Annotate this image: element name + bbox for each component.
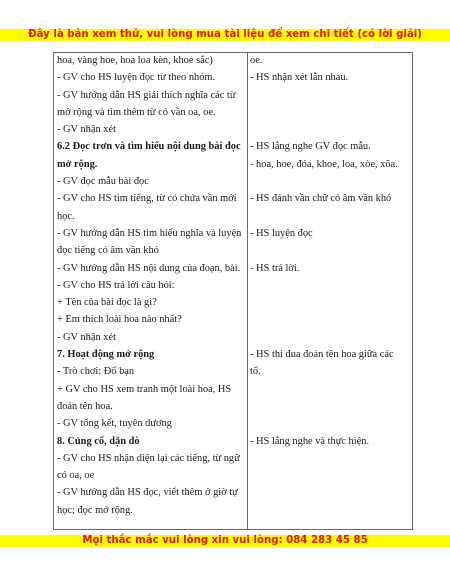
student-activity-line [250,415,410,432]
student-activity-line [250,121,410,138]
student-activity-line [250,398,410,415]
teacher-activity-line: đoán tên hoa. [57,400,113,412]
teacher-activity-line: - GV hướng dẫn HS giải thích nghĩa các từ [57,89,236,101]
teacher-activity-line: + Em thích loài hoa nào nhất? [57,314,182,326]
teacher-activity-line: học. [57,210,75,222]
student-activity-line: - HS lắng nghe GV đọc mẫu. [250,141,371,153]
student-activity-line [250,329,410,346]
teacher-activity-line: - GV cho HS trả lời câu hỏi: [57,279,175,291]
student-activity-line: - HS trả lời. [250,262,300,274]
teacher-activities-column [57,52,243,519]
student-activities-column [250,52,410,450]
student-activity-line: oe. [250,55,263,66]
student-activity-line [250,242,410,259]
teacher-activity-line: + GV cho HS xem tranh một loài hoa, HS [57,383,232,395]
teacher-activity-line: hoa, vàng hoe, hoa loa kèn, khoe sắc) [57,55,213,66]
contact-banner: Mọi thắc mắc vui lòng xin vui lòng: 084 283 45 85 [0,535,450,547]
student-activity-line [250,173,410,190]
teacher-activity-line: 7. Hoạt động mở rộng [57,349,155,361]
teacher-activity-line: 6.2 Đọc trơn và tìm hiểu nội dung bài đọc [57,141,241,153]
column-divider [247,52,248,530]
teacher-activity-line: - GV cho HS tìm tiếng, từ có chứa vần mới [57,193,237,205]
teacher-activity-line: - GV cho HS nhận diện lại các tiếng, từ ngữ [57,452,240,464]
student-activity-line [250,277,410,294]
student-activity-line: tổ. [250,366,261,378]
teacher-activity-line: mở rộng. [57,158,98,170]
teacher-activity-line: - GV đọc mẫu bài đọc [57,176,149,188]
teacher-activity-line: 8. Củng cố, dặn dò [57,435,140,447]
student-activity-line: - HS luyện đọc [250,227,313,239]
student-activity-line [250,311,410,328]
teacher-activity-line: - GV hướng dẫn HS đọc, viết thêm ở giờ tự [57,487,238,499]
student-activity-line: - HS đánh vần chữ có âm vần khó [250,193,392,205]
student-activity-line: - hoa, hoe, đóa, khoe, loa, xòe, xõa. [250,158,398,170]
teacher-activity-line: - GV hướng dẫn HS nội dung của đoạn, bài. [57,262,241,274]
teacher-activity-line: - GV nhận xét [57,331,116,343]
student-activity-line [250,208,410,225]
teacher-activity-line: - GV tổng kết, tuyên dương [57,418,172,430]
teacher-activity-line: - GV hướng dẫn HS tìm hiểu nghĩa và luyện [57,227,242,239]
student-activity-line: - HS thi đua đoán tên hoa giữa các [250,349,394,361]
student-activity-line [250,104,410,121]
student-activity-line [250,87,410,104]
student-activity-line: - HS nhận xét lẫn nhau. [250,72,349,84]
teacher-activity-line: đọc tiếng có âm vần khó [57,245,159,257]
preview-banner: Đây là bản xem thử, vui lòng mua tài liệu để xem chi tiết (có lời giải) [0,29,450,41]
teacher-activity-line: - Trò chơi: Đố bạn [57,366,135,378]
teacher-activity-line: - GV cho HS luyện đọc từ theo nhóm. [57,72,216,84]
student-activity-line [250,381,410,398]
teacher-activity-line: có oa, oe [57,470,95,482]
teacher-activity-line: + Tên của bài đọc là gì? [57,297,157,309]
student-activity-line: - HS lắng nghe và thực hiện. [250,435,370,447]
student-activity-line [250,294,410,311]
teacher-activity-line: học; đọc mở rộng. [57,504,133,516]
teacher-activity-line: mở rộng và tìm thêm từ có vần oa, oe. [57,106,216,118]
teacher-activity-line: - GV nhận xét [57,124,116,136]
